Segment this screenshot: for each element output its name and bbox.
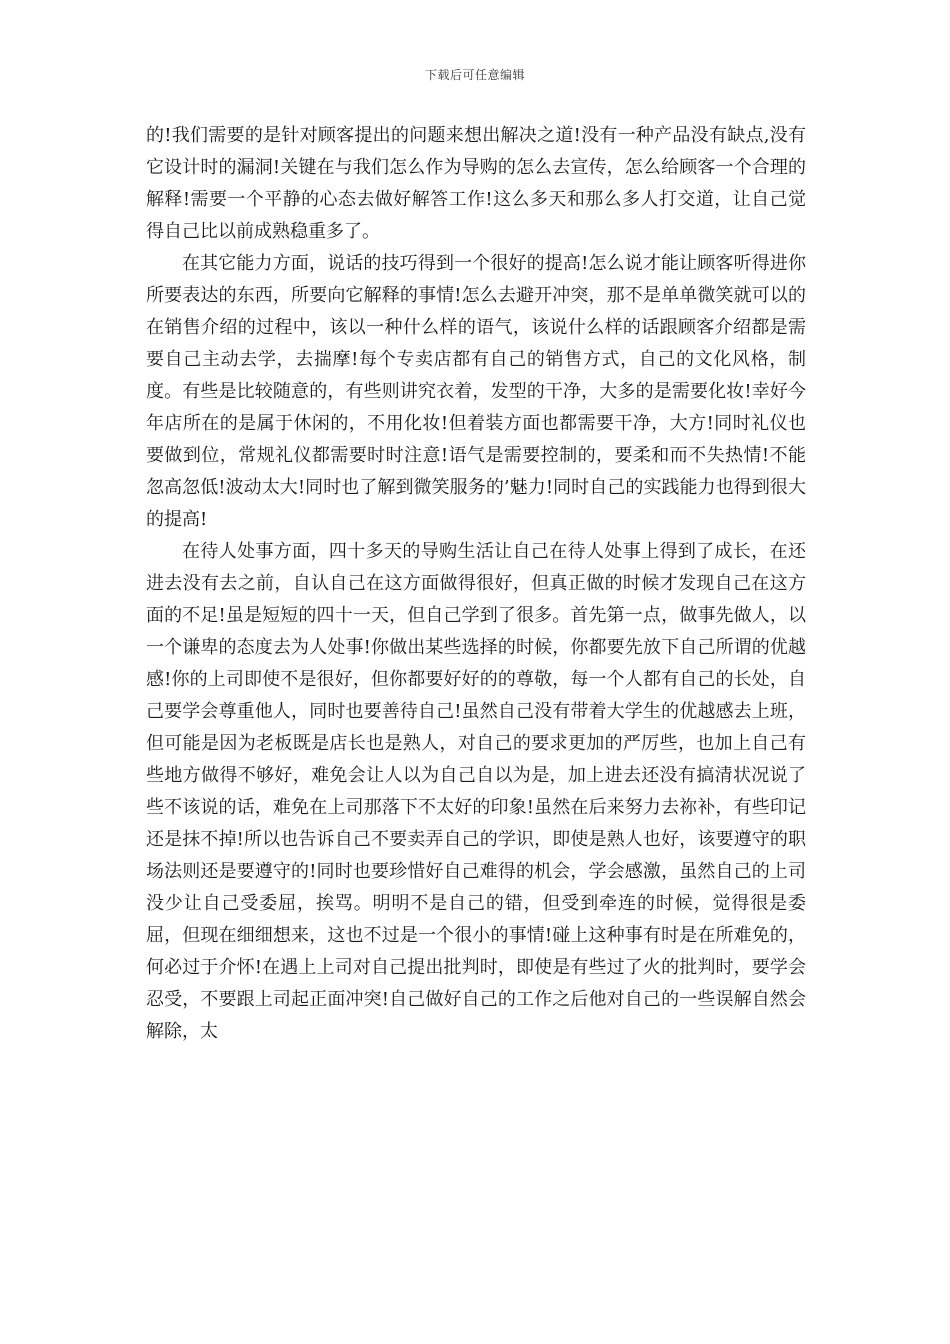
header-note: 下载后可任意编辑 — [424, 68, 525, 82]
paragraph-1: 的!我们需要的是针对顾客提出的问题来想出解决之道!没有一种产品没有缺点,没有它设计时的漏洞!关键在与我们怎么作为导购的怎么去宣传，怎么给顾客一个合理的解释!需要一个平静的心态去做好解答工作!这么多天和那么多人打交道，让自己觉得自己比以前成熟稳重多了。 — [146, 125, 806, 242]
paragraph-2: 在其它能力方面，说话的技巧得到一个很好的提高!怎么说才能让顾客听得进你所要表达的东西，所要向它解释的事情!怎么去避开冲突，那不是单单微笑就可以的在销售介绍的过程中，该以一种什么样的语气，该说什么样的话跟顾客介绍都是需要自己主动去学，去揣摩!每个专卖店都有自己的销售方式，自己的文化风格，制度。有些是比较随意的，有些则讲究衣着，发型的干净，大多的是需要化妆!幸好今年店所在的是属于休闲的，不用化妆!但着装方面也都需要干净，大方!同时礼仪也要做到位，常规礼仪都需要时时注意!语气是需要控制的，要柔和而不失热情!不能忽高忽低!波动太大!同时也了解到微笑服务的’魅力!同时自己的实践能力也得到很大的提高! — [146, 253, 806, 530]
paragraph-3: 在待人处事方面，四十多天的导购生活让自己在待人处事上得到了成长，在还进去没有去之前，自认自己在这方面做得很好，但真正做的时候才发现自己在这方面的不足!虽是短短的四十一天，但自己学到了很多。首先第一点，做事先做人，以一个谦卑的态度去为人处事!你做出某些选择的时候，你都要先放下自己所谓的优越感!你的上司即使不是很好，但你都要好好的的尊敬，每一个人都有自己的长处，自己要学会尊重他人，同时也要善待自己!虽然自己没有带着大学生的优越感去上班，但可能是因为老板既是店长也是熟人，对自己的要求更加的严厉些，也加上自己有些地方做得不够好，难免会让人以为自己自以为是，加上进去还没有搞清状况说了些不该说的话，难免在上司那落下不太好的印象!虽然在后来努力去祢补，有些印记还是抹不掉!所以也告诉自己不要卖弄自己的学识，即使是熟人也好，该要遵守的职场法则还是要遵守的!同时也要珍惜好自己难得的机会，学会感激，虽然自己的上司没少让自己受委屈，挨骂。明明不是自己的错，但受到牵连的时候，觉得很是委屈，但现在细细想来，这也不过是一个很小的事情!碰上这种事有时是在所难免的，何必过于介怀!在遇上上司对自己提出批判时，即使是有些过了火的批判时，要学会忍受，不要跟上司起正面冲突!自己做好自己的工作之后他对自己的一些误解自然会解除，太 — [146, 541, 806, 1042]
document-body — [146, 120, 806, 1048]
